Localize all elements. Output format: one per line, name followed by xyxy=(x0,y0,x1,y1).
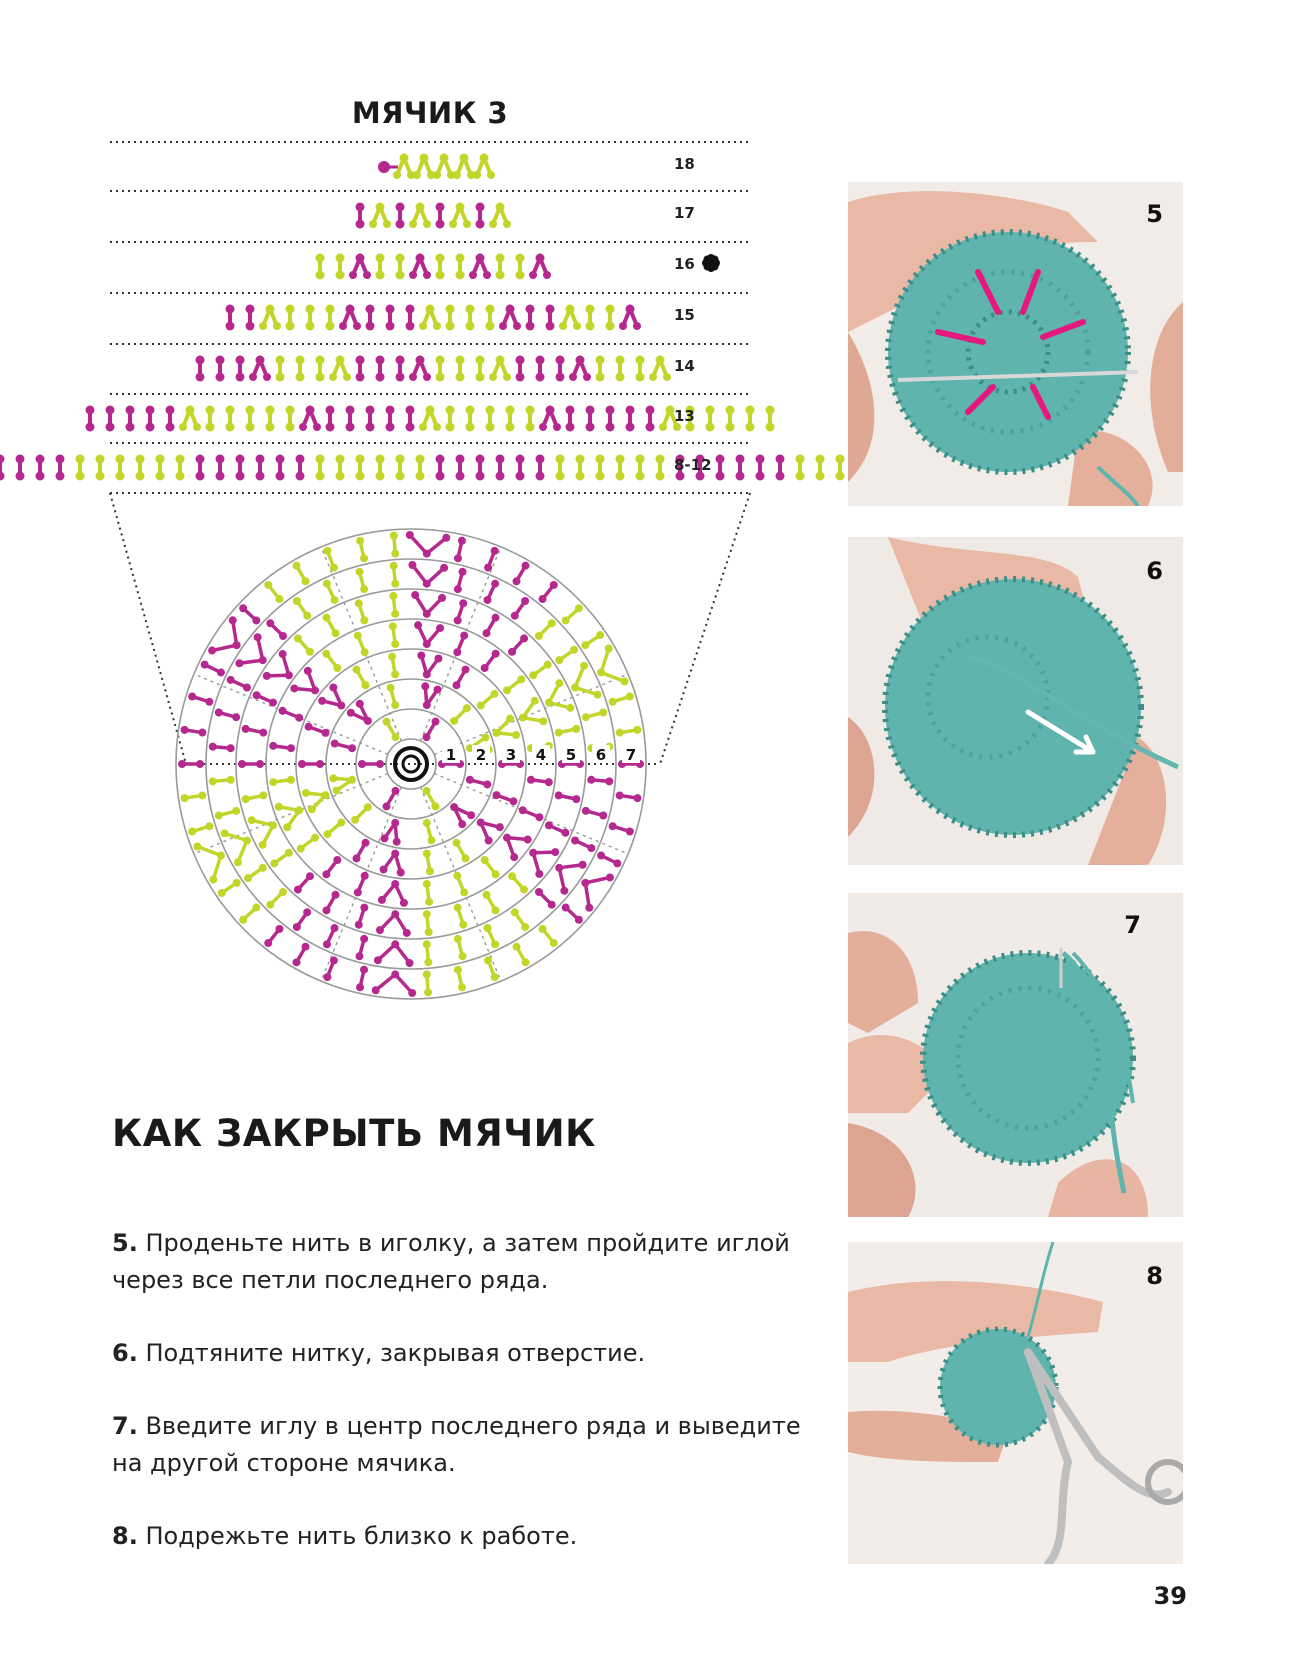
round-stitch xyxy=(406,531,450,558)
round-stitch xyxy=(483,891,500,915)
round-stitch xyxy=(481,856,500,878)
round-stitch xyxy=(597,852,621,868)
round-stitch xyxy=(545,679,574,712)
round-stitch xyxy=(178,760,204,768)
round-number: 5 xyxy=(565,746,577,764)
round-stitch xyxy=(242,725,268,737)
round-stitch xyxy=(181,726,207,737)
round-stitch xyxy=(423,910,433,936)
round-stitch xyxy=(423,940,433,966)
round-stitch xyxy=(535,888,556,909)
round-stitch xyxy=(477,818,504,844)
round-number: 6 xyxy=(595,746,607,764)
crochet-ball-cut-thread-photo xyxy=(848,1242,1183,1564)
round-stitch xyxy=(356,966,368,992)
row-label: 13 xyxy=(674,407,695,425)
round-stitch xyxy=(239,604,260,624)
round-stitch xyxy=(503,834,532,861)
step-number: 5. xyxy=(112,1229,138,1257)
round-stitch xyxy=(423,850,434,876)
crochet-ball-needle-photo xyxy=(848,182,1183,506)
round-stitch xyxy=(387,684,400,709)
step-number: 7. xyxy=(112,1412,138,1440)
round-stitch xyxy=(511,597,529,620)
round-stitch xyxy=(539,581,558,603)
round-stitch xyxy=(519,806,544,821)
photo-number: 7 xyxy=(1124,911,1141,939)
round-stitch xyxy=(454,904,468,929)
round-stitch xyxy=(293,908,311,931)
photo-step-6 xyxy=(848,537,1183,865)
round-stitch xyxy=(389,592,399,618)
round-stitch xyxy=(423,787,440,811)
round-stitch xyxy=(329,774,356,794)
round-stitch xyxy=(454,599,468,624)
round-number: 7 xyxy=(625,746,637,764)
round-number: 4 xyxy=(535,746,547,764)
round-stitch xyxy=(390,532,399,558)
round-stitch xyxy=(453,632,468,657)
round-stitch xyxy=(383,718,400,742)
round-stitch xyxy=(535,619,556,640)
round-stitch xyxy=(408,561,448,588)
round-stitch xyxy=(266,619,287,640)
round-stitch xyxy=(269,776,295,786)
round-stitch xyxy=(355,599,369,624)
round-stitch xyxy=(423,718,440,742)
round-stitch xyxy=(355,904,369,929)
step-text: Введите иглу в центр последнего ряда и выведите на другой стороне мячика. xyxy=(112,1412,801,1477)
round-stitch xyxy=(609,693,634,706)
round-stitch xyxy=(188,822,213,835)
round-stitch xyxy=(248,816,277,849)
round-stitch xyxy=(353,839,370,863)
round-stitch xyxy=(587,776,613,786)
round-stitch xyxy=(355,935,368,960)
photo-number: 8 xyxy=(1146,1262,1163,1290)
round-stitch xyxy=(423,970,432,996)
round-stitch xyxy=(529,661,552,680)
photo-step-7 xyxy=(848,893,1183,1217)
round-stitch xyxy=(239,904,260,924)
round-stitch xyxy=(372,970,416,997)
round-stitch xyxy=(453,839,470,863)
round-stitch xyxy=(238,760,264,768)
round-stitch xyxy=(466,776,491,789)
page-number: 39 xyxy=(1153,1582,1187,1610)
round-stitch xyxy=(508,872,528,893)
round-stitch xyxy=(609,822,634,835)
round-stitch xyxy=(331,740,356,753)
round-stitch xyxy=(571,662,601,699)
round-ring xyxy=(326,679,496,849)
round-stitch xyxy=(616,791,642,802)
round-stitch xyxy=(201,661,225,677)
round-stitch xyxy=(450,704,471,725)
step-number: 6. xyxy=(112,1339,138,1367)
photo-step-5 xyxy=(848,182,1183,506)
step-text: Подтяните нитку, закрывая отверстие. xyxy=(145,1339,646,1367)
round-stitch xyxy=(562,904,583,924)
round-stitch xyxy=(511,908,529,931)
round-stitch xyxy=(209,743,235,753)
round-stitch xyxy=(290,667,319,694)
round-stitch xyxy=(269,742,295,752)
round-stitch xyxy=(355,568,368,593)
round-stitch xyxy=(221,829,251,866)
row-label: 8-12 xyxy=(674,456,712,474)
round-stitch xyxy=(293,597,311,620)
round-stitch xyxy=(390,562,400,588)
round-stitch xyxy=(242,791,268,803)
round-stitch xyxy=(275,803,303,832)
round-stitch xyxy=(324,818,346,838)
round-stitch xyxy=(539,925,558,947)
round-stitch xyxy=(417,651,442,678)
step-number: 8. xyxy=(112,1522,138,1550)
round-stitch xyxy=(453,666,470,690)
round-stitch xyxy=(293,562,310,586)
round-stitch xyxy=(253,691,277,706)
round-stitch xyxy=(356,537,368,563)
round-stitch xyxy=(294,634,314,655)
round-stitch xyxy=(215,708,240,721)
photo-step-8 xyxy=(848,1242,1183,1564)
round-stitch xyxy=(298,760,324,768)
round-stitch xyxy=(527,776,553,786)
step-5 xyxy=(112,1225,812,1299)
round-stitch xyxy=(483,614,500,638)
round-stitch xyxy=(411,591,446,618)
round-stitch xyxy=(423,880,433,906)
round-stitch xyxy=(423,819,436,844)
round-stitch xyxy=(188,693,213,706)
round-stitch xyxy=(322,856,341,878)
round-stitch xyxy=(508,634,528,655)
round-stitch xyxy=(264,581,283,603)
step-7 xyxy=(112,1408,812,1482)
step-text: Проденьте нить в иголку, а затем пройдите иглой через все петли последнего ряда. xyxy=(112,1229,790,1294)
round-stitch xyxy=(318,683,345,709)
round-stitch xyxy=(454,935,467,960)
round-stitch xyxy=(388,653,399,679)
round-stitch xyxy=(477,690,499,710)
round-stitch xyxy=(381,819,401,846)
round-stitch xyxy=(454,537,466,563)
section-title: КАК ЗАКРЫТЬ МЯЧИК xyxy=(112,1112,596,1155)
round-stitch xyxy=(323,891,340,915)
magic-ring-icon xyxy=(395,748,427,780)
round-stitch xyxy=(323,614,340,638)
round-stitch xyxy=(305,723,330,737)
round-stitch xyxy=(380,850,405,877)
round-stitch xyxy=(279,707,304,722)
round-stitch xyxy=(582,708,607,721)
row-label: 15 xyxy=(674,306,695,324)
step-text: Подрежьте нить близко к работе. xyxy=(145,1522,578,1550)
round-stitch xyxy=(297,834,319,853)
row-label: 18 xyxy=(674,155,695,173)
round-stitch xyxy=(215,807,240,820)
row-label: 17 xyxy=(674,204,695,222)
row-label: 16 xyxy=(674,255,695,273)
round-stitch xyxy=(555,791,581,803)
round-stitch xyxy=(545,821,569,836)
round-stitch xyxy=(244,864,267,882)
round-stitch xyxy=(389,622,399,648)
round-stitch xyxy=(519,697,547,726)
round-stitch xyxy=(582,807,607,820)
step-8 xyxy=(112,1518,812,1555)
round-number: 2 xyxy=(475,746,487,764)
photo-number: 6 xyxy=(1146,557,1163,585)
crochet-ball-pull-thread-photo xyxy=(848,537,1183,865)
round-stitch xyxy=(503,675,525,694)
photo-number: 5 xyxy=(1146,200,1163,228)
round-stitch xyxy=(616,726,642,737)
round-stitch xyxy=(414,621,444,648)
round-stitch xyxy=(264,925,283,947)
round-stitch xyxy=(358,760,384,768)
round-stitch xyxy=(481,650,500,672)
round-stitch xyxy=(354,872,369,897)
round-stitch xyxy=(374,940,414,967)
chart-title: МЯЧИК 3 xyxy=(351,96,509,130)
round-stitch xyxy=(354,632,369,657)
round-stitch xyxy=(218,879,241,897)
round-stitch xyxy=(270,849,293,868)
round-stitch xyxy=(351,803,372,824)
round-stitch xyxy=(383,787,400,811)
round-stitch xyxy=(493,791,518,805)
round-stitch xyxy=(555,725,581,737)
round-stitch xyxy=(421,682,441,709)
round-stitch xyxy=(293,943,310,967)
round-stitch xyxy=(353,666,370,690)
round-stitch xyxy=(513,943,530,967)
round-stitch xyxy=(513,562,530,586)
round-stitch xyxy=(454,966,466,992)
round-stitch xyxy=(454,568,467,593)
round-stitch xyxy=(266,888,287,909)
round-stitch xyxy=(181,791,207,802)
round-stitch xyxy=(209,776,235,786)
round-stitch xyxy=(581,631,604,649)
round-stitch xyxy=(294,872,314,893)
round-stitch xyxy=(562,604,583,624)
round-stitch xyxy=(555,646,578,664)
crochet-ball-needle-through-photo xyxy=(848,893,1183,1217)
round-stitch xyxy=(378,880,408,907)
round-stitch xyxy=(322,650,341,672)
step-6 xyxy=(112,1335,812,1372)
round-number: 1 xyxy=(445,746,457,764)
round-number: 3 xyxy=(505,746,517,764)
round-stitch xyxy=(376,910,411,937)
row-label: 14 xyxy=(674,357,695,375)
round-stitch xyxy=(453,872,468,897)
